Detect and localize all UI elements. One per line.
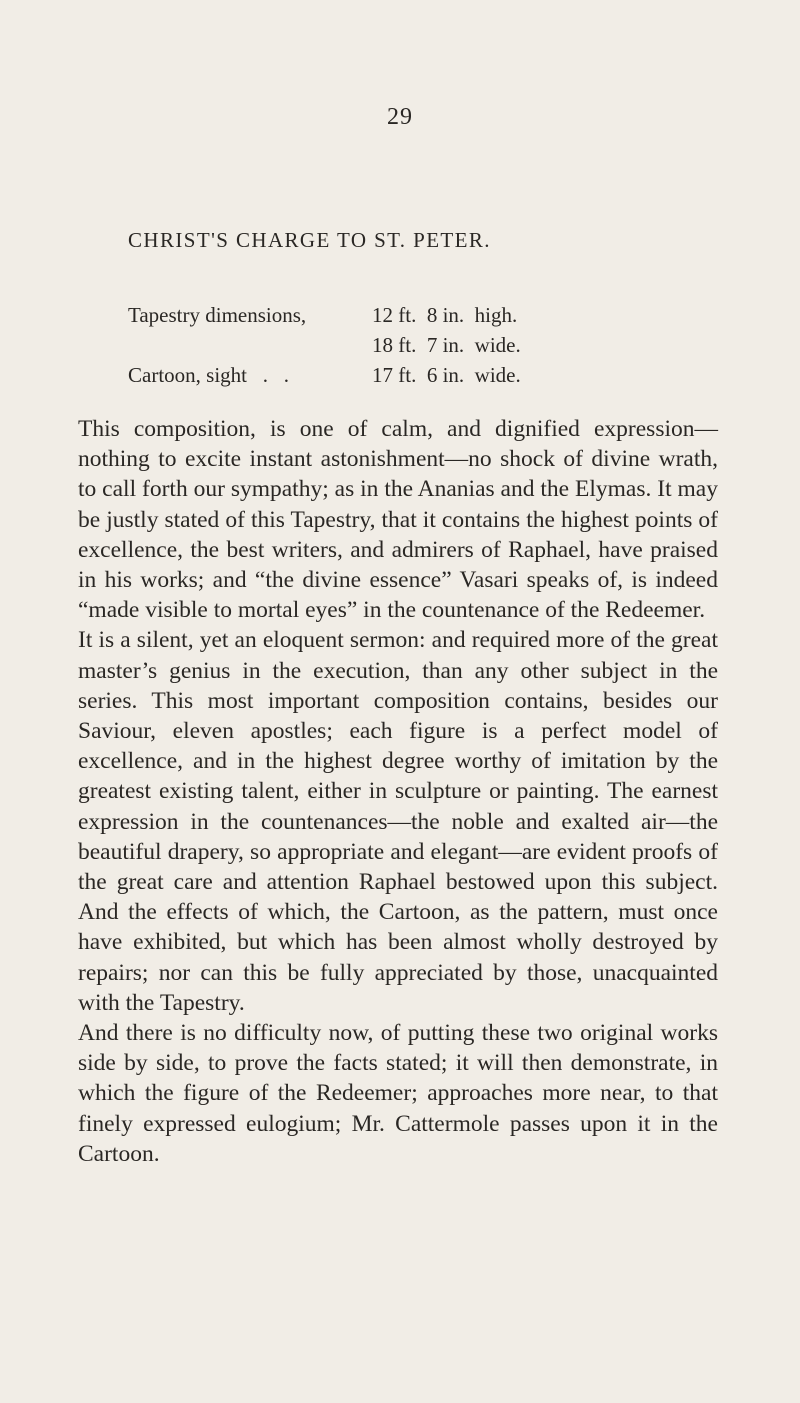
dimension-row (128, 360, 521, 390)
dimensions-table (128, 300, 521, 390)
dimension-label: Tapestry dimensions, (128, 303, 307, 327)
section-title: CHRIST'S CHARGE TO ST. PETER. (128, 228, 491, 252)
dimension-label: Cartoon, sight . . (128, 363, 289, 387)
paragraph: It is a silent, yet an eloquent sermon: and required more of the great master’s genius in the execution, than any other subject in the series. This most important composition contains, besides our Saviour, eleven apostles; each figure is a perfect model of excellence, and in the highest degree worthy of imitation by the greatest existing talent, either in sculpture or painting. The earnest expression in the countenances—the noble and exalted air—the beautiful drapery, so appropriate and elegant—are evident proofs of the great care and attention Raphael bestowed upon this subject. And the effects of which, the Cartoon, as the pattern, must once have exhibited, but which has been almost wholly destroyed by repairs; nor can this be fully appreciated by those, unacquainted with the Tapestry. (78, 627, 718, 1016)
dimension-row (128, 300, 521, 330)
dimension-value: 12 ft. 8 in. high. (372, 303, 518, 327)
paragraph: This composition, is one of calm, and dignified expression—nothing to excite instant astonishment—no shock of divine wrath, to call forth our sympathy; as in the Ananias and the Elymas. It may be justly stated of this Tapestry, that it contains the highest points of excellence, the best writers, and admirers of Raphael, have praised in his works; and “the divine essence” Vasari speaks of, is indeed “made visible to mortal eyes” in the countenance of the Redeemer. (78, 416, 718, 624)
dimension-label (128, 330, 372, 360)
paragraph: And there is no difficulty now, of putting these two original works side by side, to prove the facts stated; it will then demonstrate, in which the figure of the Redeemer; approaches more near, to that finely expressed eulogium; Mr. Cattermole passes upon it in the Cartoon. (78, 1020, 718, 1167)
dimension-row (128, 330, 521, 360)
dimension-value: 17 ft. 6 in. wide. (372, 363, 521, 387)
page-number: 29 (387, 104, 413, 130)
body-text (78, 414, 718, 1169)
dimension-value: 18 ft. 7 in. wide. (372, 333, 521, 357)
